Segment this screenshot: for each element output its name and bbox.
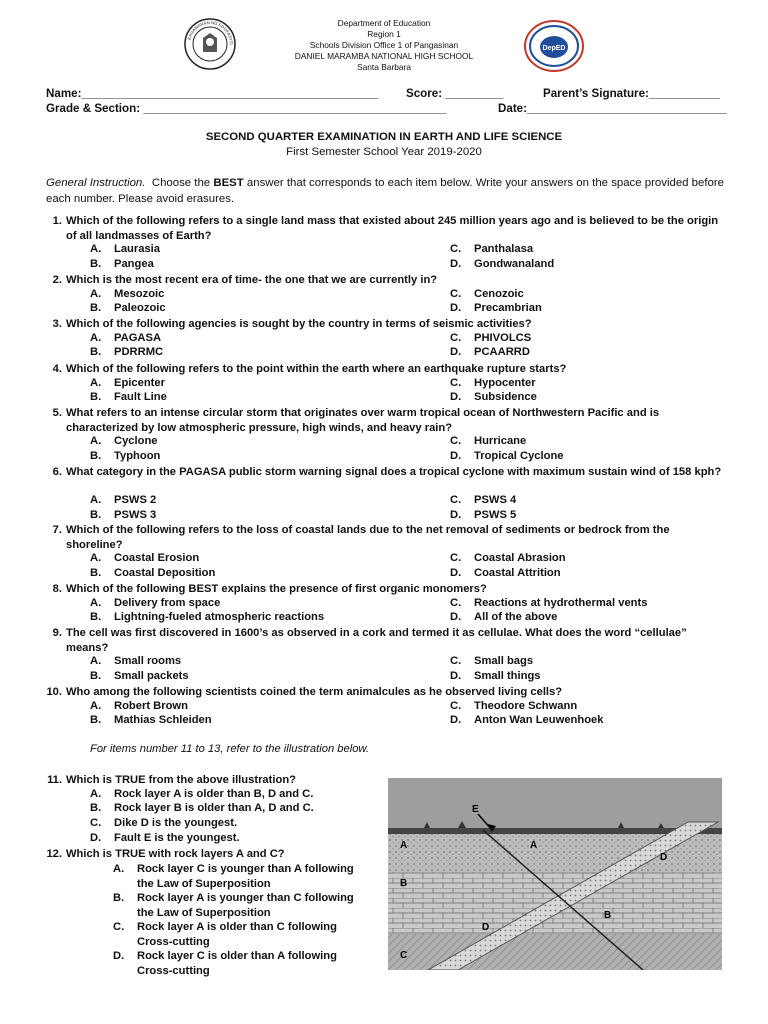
question-text: Which of the following refers to the point within the earth where an earthquake rupture starts?	[66, 363, 567, 375]
label-d-top: D	[660, 852, 668, 863]
q7-choice-c[interactable]: C. Coastal Abrasion	[450, 552, 566, 565]
question-12	[46, 847, 356, 862]
question-4	[52, 362, 726, 377]
q11-choice-c[interactable]: C. Dike D is the youngest.	[90, 817, 238, 829]
q9-choice-d[interactable]: D. Small things	[450, 669, 541, 682]
question-text: What category in the PAGASA public storm warning signal does a tropical cyclone with maximum sustain wind of 158 kph?	[66, 466, 722, 478]
question-number: 11.	[47, 774, 62, 786]
q8-choice-c[interactable]: C. Reactions at hydrothermal vents	[450, 596, 648, 609]
q8-choice-d[interactable]: D. All of the above	[450, 611, 558, 624]
q11-choice-b[interactable]: B. Rock layer B is older than A, D and C.	[90, 802, 314, 814]
grade-section-field[interactable]: Grade & Section: _______________________________________________	[46, 102, 447, 115]
question-9	[52, 626, 726, 655]
q12-choice-b[interactable]: B. Rock layer A is younger than C following the Law of Superposition	[113, 892, 354, 919]
question-number: 7.	[52, 524, 62, 536]
q3-choice-b[interactable]: B. PDRRMC	[90, 346, 164, 359]
q2-choice-c[interactable]: C. Cenozoic	[450, 287, 524, 300]
q10-choice-b[interactable]: B. Mathias Schleiden	[90, 714, 212, 727]
q1-choice-c[interactable]: C. Panthalasa	[450, 243, 534, 256]
question-number: 5.	[52, 407, 62, 419]
question-text: Which of the following refers to the loss of coastal lands due to the net removal of sediments or bedrock from the shoreline?	[66, 524, 670, 551]
q4-choice-b[interactable]: B. Fault Line	[90, 391, 167, 404]
label-e: E	[472, 804, 479, 815]
q3-choice-a[interactable]: A. PAGASA	[90, 331, 162, 344]
question-10	[46, 685, 726, 700]
question-number: 2.	[52, 274, 62, 286]
q12-choice-d[interactable]: D. Rock layer C is older than A following Cross-cutting	[113, 950, 337, 977]
q5-choice-a[interactable]: A. Cyclone	[90, 435, 158, 448]
question-text: The cell was first discovered in 1600’s as observed in a cork and termed it as cellulae. What does the word “cellulae” means?	[66, 627, 687, 654]
question-number: 10.	[46, 686, 62, 698]
question-5	[52, 406, 726, 435]
exam-title: SECOND QUARTER EXAMINATION IN EARTH AND LIFE SCIENCE	[205, 131, 563, 143]
instruction-best: BEST	[213, 177, 244, 189]
exam-subtitle: First Semester School Year 2019-2020	[286, 146, 482, 158]
q5-choice-b[interactable]: B. Typhoon	[90, 449, 161, 462]
question-1	[52, 214, 726, 243]
question-text: Which of the following agencies is sought by the country in terms of seismic activities?	[66, 318, 532, 330]
header-region: Region 1	[367, 29, 401, 39]
label-a-right: A	[530, 840, 538, 851]
question-6	[52, 465, 726, 480]
q7-choice-a[interactable]: A. Coastal Erosion	[90, 552, 200, 565]
question-11	[47, 773, 356, 788]
label-a-left: A	[400, 840, 408, 851]
q2-choice-b[interactable]: B. Paleozoic	[90, 302, 166, 315]
question-number: 9.	[52, 627, 62, 639]
q4-choice-d[interactable]: D. Subsidence	[450, 391, 537, 404]
q6-choice-d[interactable]: D. PSWS 5	[450, 508, 517, 521]
q1-choice-b[interactable]: B. Pangea	[90, 257, 154, 270]
question-number: 12.	[46, 848, 62, 860]
question-text: Which of the following refers to a single land mass that existed about 245 million years ago and is believed to be the origin of all landmasses of Earth?	[66, 215, 719, 242]
q10-choice-a[interactable]: A. Robert Brown	[90, 699, 188, 712]
q7-choice-b[interactable]: B. Coastal Deposition	[90, 566, 216, 579]
q1-choice-a[interactable]: A. Laurasia	[90, 243, 161, 256]
q9-choice-a[interactable]: A. Small rooms	[90, 655, 182, 668]
label-d-bottom: D	[482, 922, 490, 933]
instruction-post: answer that corresponds to each item below. Write your answers on the space provided before each number. Please avoid erasures.	[46, 177, 724, 205]
question-8	[52, 582, 726, 597]
q9-choice-c[interactable]: C. Small bags	[450, 655, 534, 668]
svg-text:DepED: DepED	[542, 45, 566, 52]
q11-choice-a[interactable]: A. Rock layer A is older than B, D and C.	[90, 788, 314, 800]
illustration-note: For items number 11 to 13, refer to the illustration below.	[90, 743, 369, 755]
header-location: Santa Barbara	[356, 62, 411, 72]
q3-choice-c[interactable]: C. PHIVOLCS	[450, 331, 532, 344]
header-division: Schools Division Office 1 of Pangasinan	[309, 40, 459, 50]
q3-choice-d[interactable]: D. PCAARRD	[450, 346, 530, 359]
q8-choice-b[interactable]: B. Lightning-fueled atmospheric reactions	[90, 611, 325, 624]
question-2	[52, 273, 726, 288]
q2-choice-a[interactable]: A. Mesozoic	[90, 287, 165, 300]
q4-choice-c[interactable]: C. Hypocenter	[450, 376, 536, 389]
header-department: Department of Education	[337, 18, 431, 28]
label-c: C	[400, 950, 408, 961]
rock-layers-illustration	[388, 778, 722, 970]
question-text: Who among the following scientists coined the term animalcules as he observed living cells?	[66, 686, 563, 698]
label-b-right: B	[604, 910, 612, 921]
q12-choice-a[interactable]: A. Rock layer C is younger than A following the Law of Superposition	[113, 863, 354, 890]
q9-choice-b[interactable]: B. Small packets	[90, 669, 189, 682]
q5-choice-d[interactable]: D. Tropical Cyclone	[450, 449, 564, 462]
q12-choice-c[interactable]: C. Rock layer A is older than C following Cross-cutting	[113, 921, 337, 948]
q5-choice-c[interactable]: C. Hurricane	[450, 435, 527, 448]
general-instruction	[46, 175, 724, 207]
q8-choice-a[interactable]: A. Delivery from space	[90, 596, 221, 609]
question-number: 6.	[52, 466, 62, 478]
school-header	[0, 18, 768, 73]
date-field[interactable]: Date:_______________________________	[498, 102, 727, 115]
q6-choice-b[interactable]: B. PSWS 3	[90, 508, 157, 521]
q4-choice-a[interactable]: A. Epicenter	[90, 376, 165, 389]
header-school: DANIEL MARAMBA NATIONAL HIGH SCHOOL	[294, 51, 474, 61]
question-number: 1.	[52, 215, 62, 227]
question-7	[52, 523, 726, 552]
q6-choice-a[interactable]: A. PSWS 2	[90, 494, 157, 507]
parent-signature-field[interactable]: Parent’s Signature:___________	[543, 87, 720, 100]
svg-text:KAGAWARAN NG EDUKASYON: KAGAWARAN NG EDUKASYO	[186, 19, 235, 45]
q7-choice-d[interactable]: D. Coastal Attrition	[450, 566, 561, 579]
instruction-label: General Instruction.	[46, 177, 146, 189]
q1-choice-d[interactable]: D. Gondwanaland	[450, 257, 555, 270]
instruction-pre: Choose the	[151, 177, 214, 189]
question-text: Which is TRUE from the above illustration?	[66, 774, 296, 786]
q6-choice-c[interactable]: C. PSWS 4	[450, 494, 517, 507]
question-text: What refers to an intense circular storm that originates over warm tropical ocean of Northwestern Pacific and is characterized by low atmospheric pressure, high winds, and heavy rain?	[66, 407, 660, 434]
q10-choice-d[interactable]: D. Anton Wan Leuwenhoek	[450, 714, 604, 727]
score-field[interactable]: Score: _________	[406, 87, 504, 100]
name-field[interactable]: Name:______________________________________________	[46, 87, 379, 100]
q10-choice-c[interactable]: C. Theodore Schwann	[450, 699, 578, 712]
question-text: Which of the following BEST explains the presence of first organic monomers?	[66, 583, 487, 595]
question-3	[52, 317, 726, 332]
question-text: Which is TRUE with rock layers A and C?	[66, 848, 285, 860]
label-b-left: B	[400, 878, 408, 889]
q11-choice-d[interactable]: D. Fault E is the youngest.	[90, 832, 240, 844]
q2-choice-d[interactable]: D. Precambrian	[450, 302, 542, 315]
question-text: Which is the most recent era of time- the one that we are currently in?	[66, 274, 438, 286]
question-number: 8.	[52, 583, 62, 595]
question-number: 3.	[52, 318, 62, 330]
question-number: 4.	[52, 363, 62, 375]
